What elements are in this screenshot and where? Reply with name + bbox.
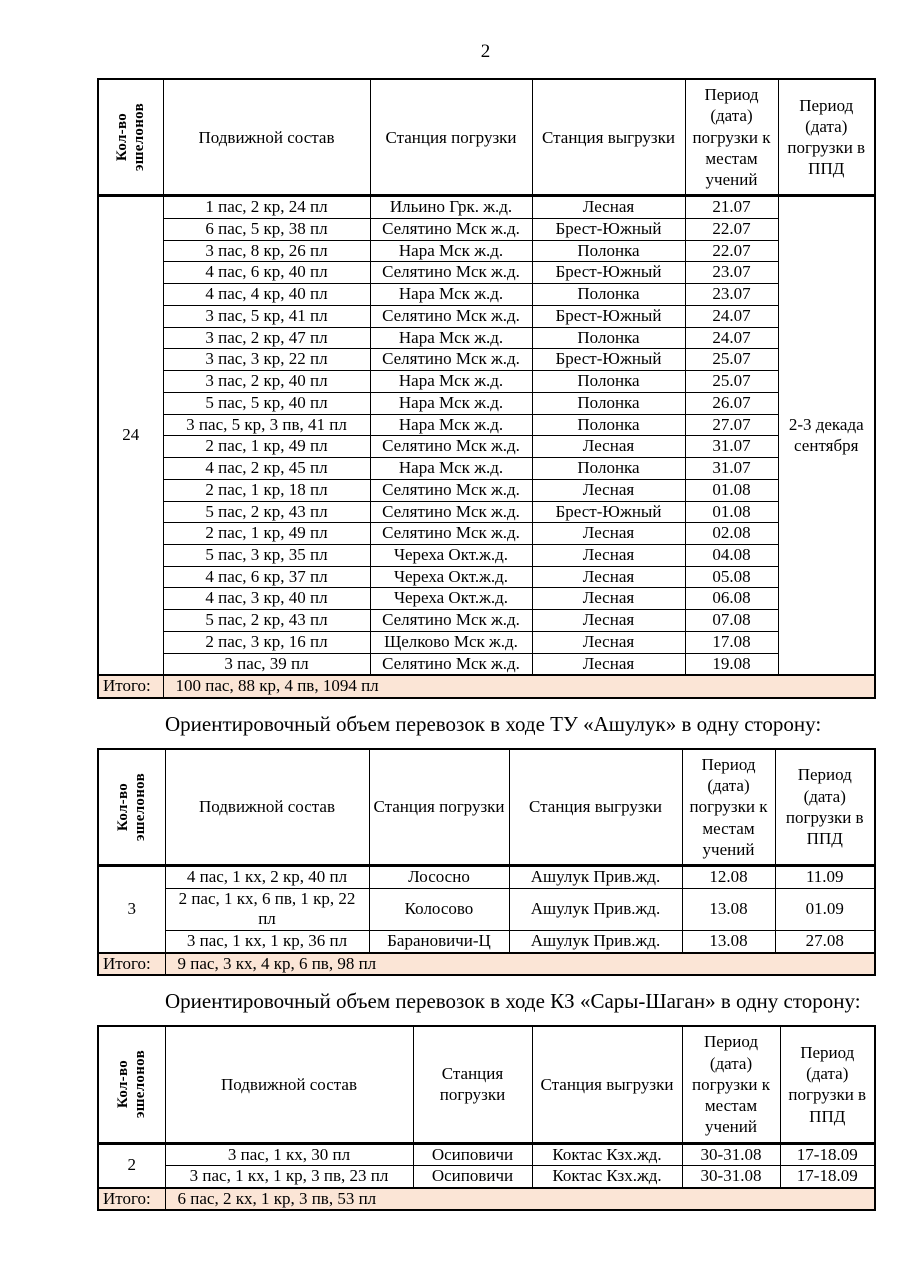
table-body	[98, 1143, 875, 1188]
date-exercise-cell: 30-31.08	[682, 1143, 780, 1166]
load-station-cell: Нара Мск ж.д.	[370, 327, 532, 349]
unload-station-cell: Полонка	[532, 327, 685, 349]
col-header-unload-station: Станция выгрузки	[532, 79, 685, 196]
load-station-cell: Селятино Мск ж.д.	[370, 610, 532, 632]
date-ppd-cell: 01.09	[775, 888, 875, 930]
unload-station-cell: Лесная	[532, 436, 685, 458]
unload-station-cell: Ашулук Прив.жд.	[509, 866, 682, 889]
table-row	[98, 218, 875, 240]
header-row	[98, 79, 875, 196]
table-row	[98, 196, 875, 219]
totals-value: 100 пас, 88 кр, 4 пв, 1094 пл	[163, 675, 875, 697]
date-exercise-cell: 19.08	[685, 653, 778, 675]
col-header-unload-station: Станция выгрузки	[532, 1026, 682, 1143]
table-row	[98, 931, 875, 953]
table-row	[98, 458, 875, 480]
totals-row	[98, 953, 875, 975]
load-station-cell: Осиповичи	[413, 1166, 532, 1188]
table-row	[98, 436, 875, 458]
load-station-cell: Селятино Мск ж.д.	[370, 262, 532, 284]
load-station-cell: Селятино Мск ж.д.	[370, 349, 532, 371]
unload-station-cell: Коктас Кзх.жд.	[532, 1143, 682, 1166]
composition-cell: 5 пас, 2 кр, 43 пл	[163, 501, 370, 523]
totals-value: 9 пас, 3 кх, 4 кр, 6 пв, 98 пл	[165, 953, 875, 975]
composition-cell: 2 пас, 1 кр, 49 пл	[163, 523, 370, 545]
composition-cell: 3 пас, 1 кх, 30 пл	[165, 1143, 413, 1166]
table-row	[98, 545, 875, 567]
unload-station-cell: Лесная	[532, 588, 685, 610]
load-station-cell: Нара Мск ж.д.	[370, 371, 532, 393]
composition-cell: 6 пас, 5 кр, 38 пл	[163, 218, 370, 240]
composition-cell: 2 пас, 1 кх, 6 пв, 1 кр, 22 пл	[165, 888, 369, 930]
unload-station-cell: Брест-Южный	[532, 262, 685, 284]
col-header-period-exercise: Период (дата) погрузки к местам учений	[682, 1026, 780, 1143]
transport-table-main	[97, 78, 876, 699]
date-exercise-cell: 24.07	[685, 327, 778, 349]
unload-station-cell: Полонка	[532, 240, 685, 262]
unload-station-cell: Лесная	[532, 196, 685, 219]
table-row	[98, 284, 875, 306]
load-station-cell: Селятино Мск ж.д.	[370, 653, 532, 675]
header-row	[98, 749, 875, 866]
date-exercise-cell: 31.07	[685, 458, 778, 480]
col-header-period-exercise: Период (дата) погрузки к местам учений	[682, 749, 775, 866]
date-exercise-cell: 05.08	[685, 566, 778, 588]
date-exercise-cell: 04.08	[685, 545, 778, 567]
date-exercise-cell: 02.08	[685, 523, 778, 545]
echelon-count-cell: 24	[98, 196, 163, 676]
paragraph-ashuluk: Ориентировочный объем перевозок в ходе ТУ «Ашулук» в одну сторону:	[165, 711, 822, 736]
unload-station-cell: Лесная	[532, 610, 685, 632]
totals-label: Итого:	[98, 953, 165, 975]
date-exercise-cell: 21.07	[685, 196, 778, 219]
table-row	[98, 631, 875, 653]
table-row	[98, 888, 875, 930]
composition-cell: 5 пас, 3 кр, 35 пл	[163, 545, 370, 567]
composition-cell: 4 пас, 1 кх, 2 кр, 40 пл	[165, 866, 369, 889]
load-station-cell: Нара Мск ж.д.	[370, 414, 532, 436]
table-body	[98, 866, 875, 953]
composition-cell: 3 пас, 8 кр, 26 пл	[163, 240, 370, 262]
composition-cell: 2 пас, 3 кр, 16 пл	[163, 631, 370, 653]
col-header-echelons-label: Кол-во эшелонов	[113, 103, 147, 172]
col-header-echelons-label: Кол-во эшелонов	[114, 772, 148, 841]
date-exercise-cell: 23.07	[685, 284, 778, 306]
table-row	[98, 305, 875, 327]
unload-station-cell: Лесная	[532, 631, 685, 653]
col-header-rolling-stock: Подвижной состав	[163, 79, 370, 196]
table-row	[98, 523, 875, 545]
load-station-cell: Селятино Мск ж.д.	[370, 436, 532, 458]
period-ppd-merged-cell: 2-3 декада сентября	[778, 196, 875, 676]
unload-station-cell: Лесная	[532, 653, 685, 675]
col-header-rolling-stock: Подвижной состав	[165, 1026, 413, 1143]
col-header-unload-station: Станция выгрузки	[509, 749, 682, 866]
composition-cell: 5 пас, 2 кр, 43 пл	[163, 610, 370, 632]
date-exercise-cell: 25.07	[685, 371, 778, 393]
unload-station-cell: Полонка	[532, 458, 685, 480]
table-body	[98, 196, 875, 676]
totals-label: Итого:	[98, 1188, 165, 1210]
composition-cell: 3 пас, 39 пл	[163, 653, 370, 675]
load-station-cell: Селятино Мск ж.д.	[370, 501, 532, 523]
composition-cell: 4 пас, 4 кр, 40 пл	[163, 284, 370, 306]
unload-station-cell: Полонка	[532, 371, 685, 393]
echelon-count-cell: 2	[98, 1143, 165, 1188]
unload-station-cell: Ашулук Прив.жд.	[509, 888, 682, 930]
load-station-cell: Селятино Мск ж.д.	[370, 305, 532, 327]
col-header-rolling-stock: Подвижной состав	[165, 749, 369, 866]
composition-cell: 2 пас, 1 кр, 18 пл	[163, 479, 370, 501]
load-station-cell: Щелково Мск ж.д.	[370, 631, 532, 653]
date-ppd-cell: 11.09	[775, 866, 875, 889]
date-exercise-cell: 26.07	[685, 392, 778, 414]
date-exercise-cell: 13.08	[682, 931, 775, 953]
date-exercise-cell: 22.07	[685, 218, 778, 240]
col-header-load-station: Станция погрузки	[413, 1026, 532, 1143]
totals-value: 6 пас, 2 кх, 1 кр, 3 пв, 53 пл	[165, 1188, 875, 1210]
header-row	[98, 1026, 875, 1143]
date-exercise-cell: 27.07	[685, 414, 778, 436]
date-exercise-cell: 23.07	[685, 262, 778, 284]
page-number: 2	[480, 41, 491, 62]
load-station-cell: Ильино Грк. ж.д.	[370, 196, 532, 219]
date-ppd-cell: 27.08	[775, 931, 875, 953]
col-header-period-ppd: Период (дата) погрузки в ППД	[780, 1026, 875, 1143]
load-station-cell: Селятино Мск ж.д.	[370, 218, 532, 240]
date-exercise-cell: 30-31.08	[682, 1166, 780, 1188]
unload-station-cell: Брест-Южный	[532, 305, 685, 327]
date-exercise-cell: 31.07	[685, 436, 778, 458]
unload-station-cell: Полонка	[532, 284, 685, 306]
table-row	[98, 414, 875, 436]
composition-cell: 2 пас, 1 кр, 49 пл	[163, 436, 370, 458]
paragraph-sary-shagan: Ориентировочный объем перевозок в ходе КЗ «Сары-Шаган» в одну сторону:	[165, 989, 861, 1014]
date-exercise-cell: 22.07	[685, 240, 778, 262]
composition-cell: 4 пас, 3 кр, 40 пл	[163, 588, 370, 610]
load-station-cell: Череха Окт.ж.д.	[370, 545, 532, 567]
composition-cell: 4 пас, 6 кр, 37 пл	[163, 566, 370, 588]
transport-table-ashuluk	[97, 748, 876, 977]
col-header-period-ppd: Период (дата) погрузки в ППД	[778, 79, 875, 196]
load-station-cell: Череха Окт.ж.д.	[370, 566, 532, 588]
col-header-echelons-label: Кол-во эшелонов	[114, 1050, 148, 1119]
table-row	[98, 566, 875, 588]
totals-row	[98, 1188, 875, 1210]
table-row	[98, 392, 875, 414]
col-header-load-station: Станция погрузки	[370, 79, 532, 196]
col-header-period-exercise: Период (дата) погрузки к местам учений	[685, 79, 778, 196]
composition-cell: 5 пас, 5 кр, 40 пл	[163, 392, 370, 414]
table-row	[98, 501, 875, 523]
unload-station-cell: Полонка	[532, 414, 685, 436]
date-exercise-cell: 25.07	[685, 349, 778, 371]
unload-station-cell: Лесная	[532, 523, 685, 545]
composition-cell: 4 пас, 6 кр, 40 пл	[163, 262, 370, 284]
composition-cell: 4 пас, 2 кр, 45 пл	[163, 458, 370, 480]
date-exercise-cell: 06.08	[685, 588, 778, 610]
composition-cell: 3 пас, 1 кх, 1 кр, 36 пл	[165, 931, 369, 953]
composition-cell: 3 пас, 3 кр, 22 пл	[163, 349, 370, 371]
date-ppd-cell: 17-18.09	[780, 1166, 875, 1188]
unload-station-cell: Ашулук Прив.жд.	[509, 931, 682, 953]
date-ppd-cell: 17-18.09	[780, 1143, 875, 1166]
totals-label: Итого:	[98, 675, 163, 697]
load-station-cell: Осиповичи	[413, 1143, 532, 1166]
load-station-cell: Нара Мск ж.д.	[370, 240, 532, 262]
date-exercise-cell: 17.08	[685, 631, 778, 653]
unload-station-cell: Брест-Южный	[532, 349, 685, 371]
load-station-cell: Колосово	[369, 888, 509, 930]
composition-cell: 1 пас, 2 кр, 24 пл	[163, 196, 370, 219]
load-station-cell: Нара Мск ж.д.	[370, 458, 532, 480]
table-row	[98, 240, 875, 262]
col-header-echelons	[98, 749, 165, 866]
table-row	[98, 610, 875, 632]
table-row	[98, 653, 875, 675]
load-station-cell: Нара Мск ж.д.	[370, 284, 532, 306]
load-station-cell: Лососно	[369, 866, 509, 889]
col-header-load-station: Станция погрузки	[369, 749, 509, 866]
date-exercise-cell: 12.08	[682, 866, 775, 889]
date-exercise-cell: 01.08	[685, 501, 778, 523]
col-header-period-ppd: Период (дата) погрузки в ППД	[775, 749, 875, 866]
table-row	[98, 349, 875, 371]
unload-station-cell: Брест-Южный	[532, 501, 685, 523]
load-station-cell: Селятино Мск ж.д.	[370, 523, 532, 545]
date-exercise-cell: 07.08	[685, 610, 778, 632]
table-row	[98, 262, 875, 284]
col-header-echelons	[98, 1026, 165, 1143]
date-exercise-cell: 24.07	[685, 305, 778, 327]
composition-cell: 3 пас, 2 кр, 40 пл	[163, 371, 370, 393]
unload-station-cell: Лесная	[532, 479, 685, 501]
unload-station-cell: Лесная	[532, 566, 685, 588]
load-station-cell: Череха Окт.ж.д.	[370, 588, 532, 610]
date-exercise-cell: 01.08	[685, 479, 778, 501]
table-row	[98, 1166, 875, 1188]
table-row	[98, 479, 875, 501]
load-station-cell: Барановичи-Ц	[369, 931, 509, 953]
table-row	[98, 1143, 875, 1166]
composition-cell: 3 пас, 5 кр, 41 пл	[163, 305, 370, 327]
composition-cell: 3 пас, 2 кр, 47 пл	[163, 327, 370, 349]
load-station-cell: Нара Мск ж.д.	[370, 392, 532, 414]
composition-cell: 3 пас, 1 кх, 1 кр, 3 пв, 23 пл	[165, 1166, 413, 1188]
transport-table-sary-shagan	[97, 1025, 876, 1211]
table-row	[98, 588, 875, 610]
composition-cell: 3 пас, 5 кр, 3 пв, 41 пл	[163, 414, 370, 436]
unload-station-cell: Лесная	[532, 545, 685, 567]
echelon-count-cell: 3	[98, 866, 165, 953]
table-row	[98, 327, 875, 349]
col-header-echelons	[98, 79, 163, 196]
load-station-cell: Селятино Мск ж.д.	[370, 479, 532, 501]
unload-station-cell: Брест-Южный	[532, 218, 685, 240]
date-exercise-cell: 13.08	[682, 888, 775, 930]
unload-station-cell: Полонка	[532, 392, 685, 414]
totals-row	[98, 675, 875, 697]
unload-station-cell: Коктас Кзх.жд.	[532, 1166, 682, 1188]
table-row	[98, 371, 875, 393]
table-row	[98, 866, 875, 889]
